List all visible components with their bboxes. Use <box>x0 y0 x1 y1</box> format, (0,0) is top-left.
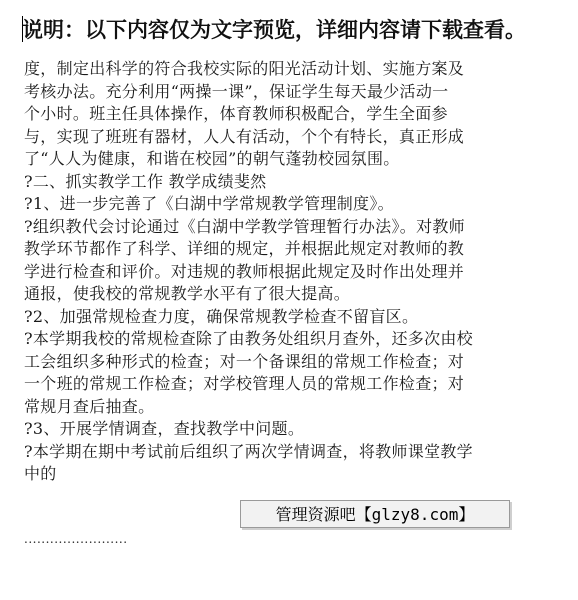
text-line: ?本学期我校的常规检查除了由教务处组织月查外，还多次由校 <box>24 329 473 348</box>
text-line: 教学环节都作了科学、详细的规定，并根据此规定对教师的教 <box>24 239 465 258</box>
text-line: ?2、加强常规检查力度，确保常规教学检查不留盲区。 <box>24 306 419 326</box>
text-line: 工会组织多种形式的检查；对一个备课组的常规工作检查；对 <box>24 351 465 371</box>
text-line: 度，制定出科学的符合我校实际的阳光活动计划、实施方案及 <box>24 59 465 78</box>
text-line: 考核办法。充分利用“两操一课”，保证学生每天最少活动一 <box>24 81 449 101</box>
text-line: ?3、开展学情调查，查找教学中问题。 <box>24 419 305 438</box>
text-line: 一个班的常规工作检查；对学校管理人员的常规工作检查；对 <box>24 374 465 393</box>
document-body <box>24 58 554 486</box>
text-line: ?本学期在期中考试前后组织了两次学情调查，将教师课堂教学 <box>24 441 473 461</box>
preview-notice: 说明：以下内容仅为文字预览，详细内容请下载查看。 <box>22 18 526 42</box>
text-line: 个小时。班主任具体操作，体育教师积极配合，学生全面参 <box>24 104 448 123</box>
text-line: 与，实现了班班有器材，人人有活动，个个有特长，真正形成 <box>24 126 465 146</box>
text-line: 了“人人为健康，和谐在校园”的朝气蓬勃校园氛围。 <box>24 149 400 168</box>
truncation-ellipsis: ........................ <box>24 532 128 546</box>
section-heading: ?二、抓实教学工作 教学成绩斐然 <box>24 171 267 191</box>
text-line: 常规月查后抽查。 <box>24 396 155 416</box>
text-line: 中的 <box>24 464 57 483</box>
watermark-banner: 管理资源吧【glzy8.com】 <box>240 500 510 528</box>
text-line: 学进行检查和评价。对违规的教师根据此规定及时作出处理并 <box>24 261 465 281</box>
text-line: 通报，使我校的常规教学水平有了很大提高。 <box>24 284 351 303</box>
text-line: ?组织教代会讨论通过《白湖中学教学管理暂行办法》。对教师 <box>24 216 465 236</box>
text-line: ?1、进一步完善了《白湖中学常规教学管理制度》。 <box>24 194 394 213</box>
